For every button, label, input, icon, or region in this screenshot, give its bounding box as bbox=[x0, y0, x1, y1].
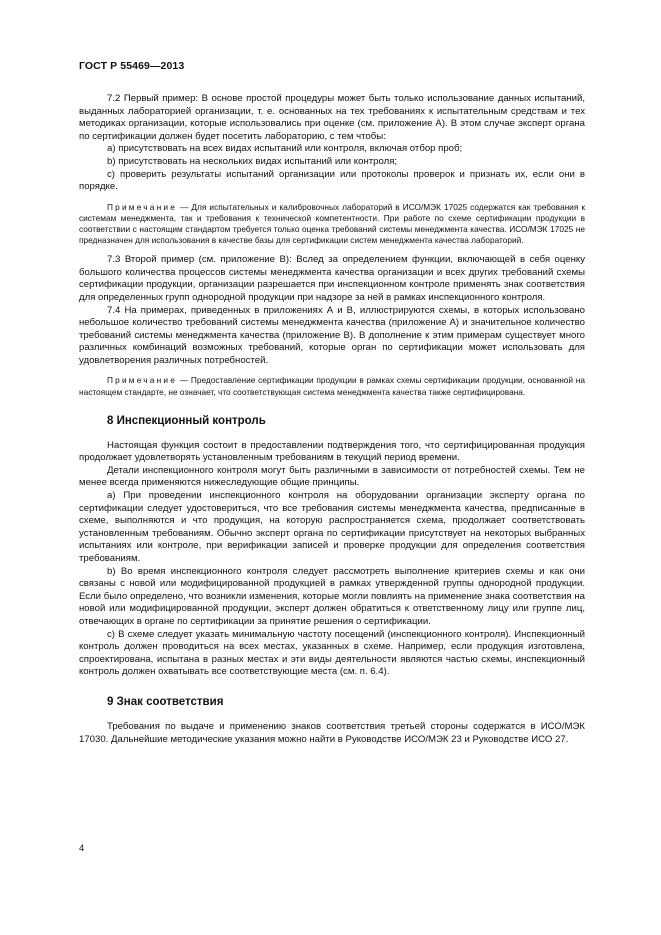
paragraph-7-2: 7.2 Первый пример: В основе простой процедуры может быть только использование данных испытаний, выданных лабораторией организации, т. е. основанных на тех требованиях к испытательным средствам и тех методиках организации, которые использовались при оценке (см. приложение А). В этом случае эксперт органа по сертификации должен будет посетить лабораторию, с тем чтобы: bbox=[79, 93, 585, 142]
note-2-text: — Предоставление сертификации продукции в рамках схемы сертификации продукции, основанной на настоящем стандарте, не означает, что соответствующая система менеджмента качества также сертифицирована. bbox=[79, 375, 585, 397]
paragraph-9-1: Требования по выдаче и применению знаков соответствия третьей стороны содержатся в ИСО/МЭК 17030. Дальнейшие методические указания можно найти в Руководстве ИСО/МЭК 23 и Руководстве ИСО 27. bbox=[79, 720, 585, 745]
list-item-8-c: с) В схеме следует указать минимальную частоту посещений (инспекционного контроля). Инспекционный контроль должен проводиться на всех местах, указанных в схеме. Например, если продукция изготовлена, спроектирована, испытана в разных местах и эти виды деятельности являются частью схемы, инспекционный контроль должен охватывать все соответствующие места (см. п. 6.4). bbox=[79, 628, 585, 678]
note-1 bbox=[79, 202, 585, 246]
paragraph-8-1: Настоящая функция состоит в предоставлении подтверждения того, что сертифицированная продукция продолжает удовлетворять установленным требованиям в текущий период времени. bbox=[79, 439, 585, 464]
list-item-7-2-b: b) присутствовать на нескольких видах испытаний или контроля; bbox=[107, 155, 398, 167]
list-item-7-2-c: с) проверить результаты испытаний организации или протоколы проверок и признать их, если они в порядке. bbox=[79, 168, 585, 193]
document-body bbox=[79, 93, 585, 746]
section-8-heading: 8 Инспекционный контроль bbox=[107, 414, 266, 427]
note-2 bbox=[79, 375, 585, 397]
note-1-text: — Для испытательных и калибровочных лабораторий в ИСО/МЭК 17025 содержатся как требования к системам менеджмента, так и требования к технической компетентности. При работе по схеме сертификации продукции в соответствии с настоящим стандартом требуется только оценка требований системы менеджмента качества. ИСО/МЭК 17025 не предназначен для использования в качестве базы для сертификации систем менеджмента качества лабораторий. bbox=[79, 201, 585, 246]
paragraph-7-4: 7.4 На примерах, приведенных в приложениях А и В, иллюстрируются схемы, в которых использовано небольшое количество требований системы менеджмента качества (приложение А) и значительное количество требований системы менеджмента качества (приложение В). В дополнение к этим примерам существует много различных комбинаций возможных требований, которые орган по сертификации может использовать для удовлетворения различных потребностей. bbox=[79, 304, 585, 366]
paragraph-7-3: 7.3 Второй пример (см. приложение В): Вслед за определением функции, включающей в себя оценку большого количества процессов системы менеджмента качества организации и всех других требований схемы сертификации продукции, организации разрешается при инспекционном контроле применять знак соответствия для определенных групп однородной продукции при надзоре за ней в рамках инспекционного контроля. bbox=[79, 254, 585, 303]
note-2-label: Примечание bbox=[107, 375, 178, 386]
list-item-8-b: b) Во время инспекционного контроля следует рассмотреть выполнение критериев схемы и как они связаны с новой или модифицированной продукцией в рамках утвержденной группы однородной продукции. Если было определено, что возникли изменения, которые могли повлиять на применение знака соответствия на новой или модифицированной продукции, эксперт должен обратиться к ответственному лицу или группе лиц, отвечающих в органе по сертификации за принятие решения о сертификации. bbox=[79, 565, 585, 627]
list-item-7-2-a: а) присутствовать на всех видах испытаний или контроля, включая отбор проб; bbox=[107, 143, 463, 155]
paragraph-8-2: Детали инспекционного контроля могут быть различными в зависимости от потребностей схемы. Тем не менее всегда применяются нижеследующие общие принципы. bbox=[79, 464, 585, 489]
page-number: 4 bbox=[79, 843, 85, 854]
list-item-8-a: а) При проведении инспекционного контроля на оборудовании организации эксперту органа по сертификации следует удостовериться, что все требования системы менеджмента качества, предписанные в схеме, выполняются и что продукция, на которую распространяется схема, продолжает соответствовать установленным требованиям. Обычно эксперт органа по сертификации присутствует на некоторых выбранных испытаниях или контроле, при верификации записей и проверке продукции для определения соответствия требованиям. bbox=[79, 490, 585, 564]
document-header: ГОСТ Р 55469—2013 bbox=[79, 60, 185, 72]
note-1-label: Примечание bbox=[107, 201, 178, 212]
section-9-heading: 9 Знак соответствия bbox=[107, 695, 224, 708]
